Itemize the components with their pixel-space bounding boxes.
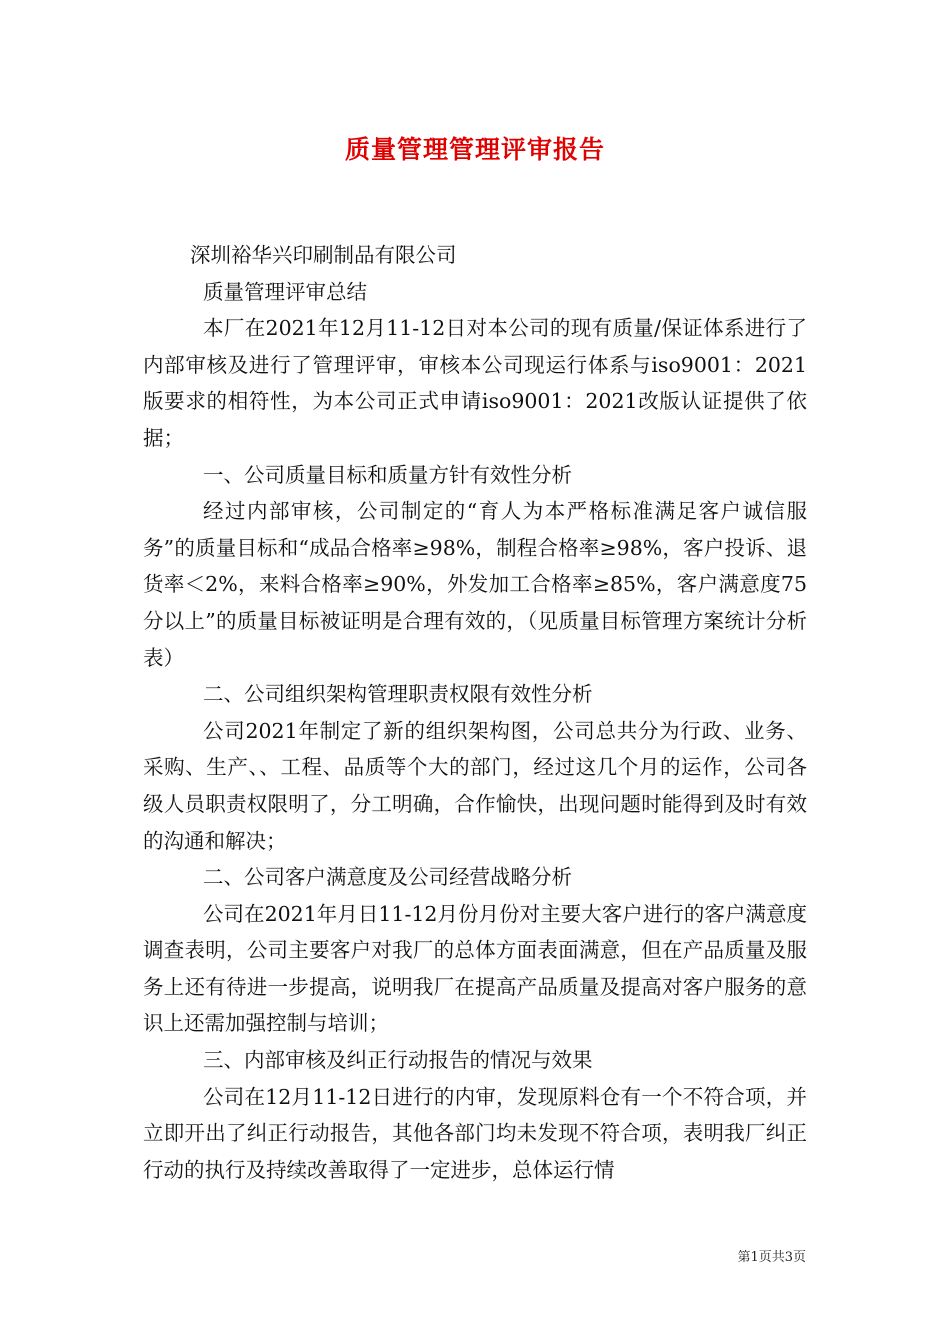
paragraph: 公司在2021年月日11-12月份月份对主要大客户进行的客户满意度调查表明，公司主要客户对我厂的总体方面表面满意，但在产品质量及服务上还有待进一步提高，说明我厂在提高产品质量及提高对客户服务的意识上还需加强控制与培训； <box>143 901 807 1036</box>
section-heading: 二、公司客户满意度及公司经营战略分析 <box>203 865 572 890</box>
paragraph: 公司在12月11-12日进行的内审，发现原料仓有一个不符合项，并立即开出了纠正行动报告，其他各部门均未发现不符合项，表明我厂纠正行动的执行及持续改善取得了一定进步，总体运行情 <box>143 1084 807 1182</box>
section-heading: 二、公司组织架构管理职责权限有效性分析 <box>203 682 593 707</box>
section-heading: 质量管理评审总结 <box>203 279 367 304</box>
page-number: 第1页共3页 <box>737 1250 806 1265</box>
document-body <box>143 237 807 1188</box>
section-heading: 三、内部审核及纠正行动报告的情况与效果 <box>203 1048 593 1073</box>
paragraph: 公司2021年制定了新的组织架构图，公司总共分为行政、业务、采购、生产、、工程、品质等个大的部门，经过这几个月的运作，公司各级人员职责权限明了，分工明确，合作愉快，出现问题时能得到及时有效的沟通和解决； <box>143 718 807 853</box>
page-title: 质量管理管理评审报告 <box>344 135 605 164</box>
company-name: 深圳裕华兴印刷制品有限公司 <box>190 243 457 267</box>
paragraph: 本厂在2021年12月11-12日对本公司的现有质量/保证体系进行了内部审核及进行了管理评审，审核本公司现运行体系与iso9001：2021版要求的相符性，为本公司正式申请iso9001：2021改版认证提供了依据； <box>143 316 807 450</box>
paragraph: 经过内部审核，公司制定的“育人为本严格标准满足客户诚信服务”的质量目标和“成品合格率≥98%，制程合格率≥98%，客户投诉、退货率＜2%，来料合格率≥90%，外发加工合格率≥85%，客户满意度75分以上”的质量目标被证明是合理有效的，（见质量目标管理方案统计分析表） <box>143 499 807 670</box>
section-heading: 一、公司质量目标和质量方针有效性分析 <box>203 462 572 487</box>
